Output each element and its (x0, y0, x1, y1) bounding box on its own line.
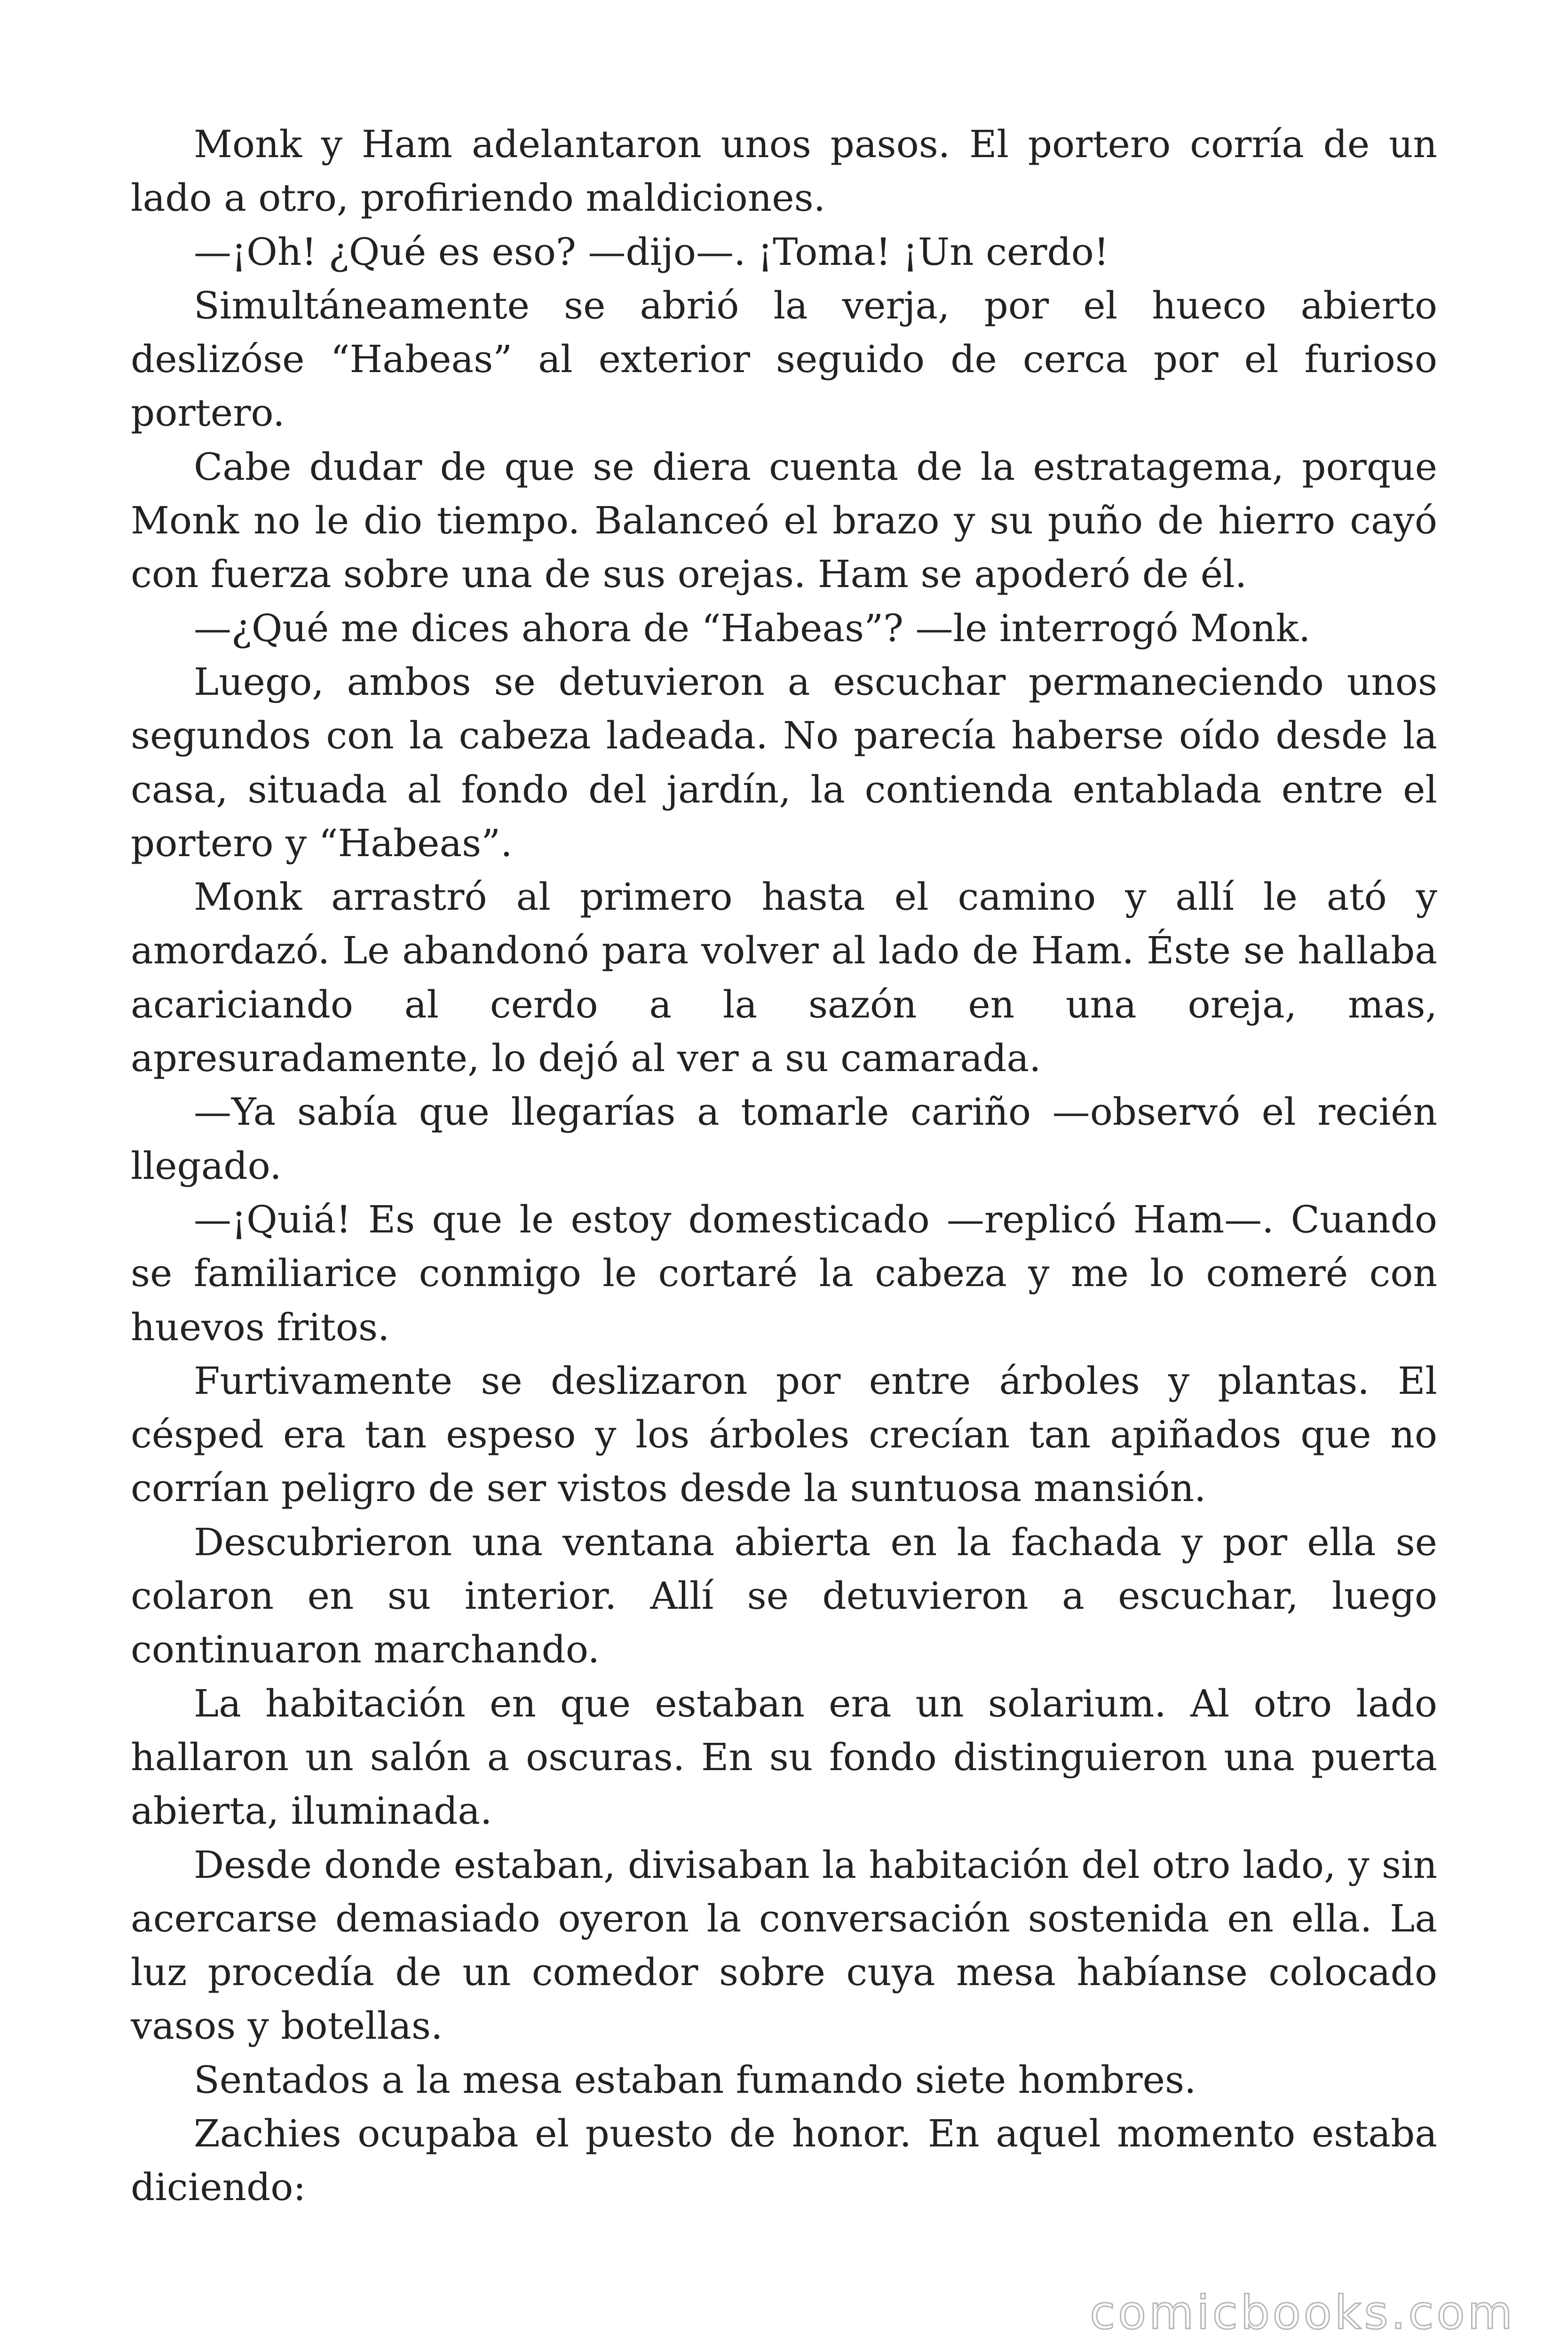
paragraph: La habitación en que estaban era un solarium. Al otro lado hallaron un salón a oscuras. En su fondo distinguieron una puerta abierta, iluminada. (131, 1681, 1437, 1833)
paragraph: —¿Qué me dices ahora de “Habeas”? —le interrogó Monk. (194, 606, 1311, 650)
paragraph: Monk y Ham adelantaron unos pasos. El portero corría de un lado a otro, profiriendo maldiciones. (131, 122, 1437, 220)
paragraph: Sentados a la mesa estaban fumando siete hombres. (194, 2058, 1196, 2102)
paragraph: Simultáneamente se abrió la verja, por el hueco abierto deslizóse “Habeas” al exterior seguido de cerca por el furioso portero. (131, 283, 1437, 435)
paragraph: Zachies ocupaba el puesto de honor. En aquel momento estaba diciendo: (131, 2111, 1437, 2209)
paragraph: —¡Quiá! Es que le estoy domesticado —replicó Ham—. Cuando se familiarice conmigo le cortaré la cabeza y me lo comeré con huevos fritos. (131, 1197, 1437, 1349)
paragraph: Luego, ambos se detuvieron a escuchar permaneciendo unos segundos con la cabeza ladeada. No parecía haberse oído desde la casa, situada al fondo del jardín, la contienda entablada entre el portero y “Habeas”. (131, 660, 1437, 865)
watermark: comicbooks.com (1090, 2286, 1515, 2340)
paragraph: Monk arrastró al primero hasta el camino y allí le ató y amordazó. Le abandonó para volver al lado de Ham. Éste se hallaba acariciando al cerdo a la sazón en una oreja, mas, apresuradamente, lo dejó al ver a su camarada. (131, 875, 1437, 1081)
paragraph: —¡Oh! ¿Qué es eso? —dijo—. ¡Toma! ¡Un cerdo! (194, 230, 1109, 274)
paragraph: Descubrieron una ventana abierta en la fachada y por ella se colaron en su interior. Allí se detuvieron a escuchar, luego continuaron marchando. (131, 1520, 1437, 1672)
paragraph: —Ya sabía que llegarías a tomarle cariño —observó el recién llegado. (131, 1090, 1437, 1188)
paragraph: Desde donde estaban, divisaban la habitación del otro lado, y sin acercarse demasiado oyeron la conversación sostenida en ella. La luz procedía de un comedor sobre cuya mesa habíanse colocado vasos y botellas. (131, 1843, 1437, 2048)
body-text (131, 118, 1437, 2215)
paragraph: Cabe dudar de que se diera cuenta de la estratagema, porque Monk no le dio tiempo. Balanceó el brazo y su puño de hierro cayó con fuerza sobre una de sus orejas. Ham se apoderó de él. (131, 445, 1437, 596)
paragraph: Furtivamente se deslizaron por entre árboles y plantas. El césped era tan espeso y los árboles crecían tan apiñados que no corrían peligro de ser vistos desde la suntuosa mansión. (131, 1359, 1437, 1510)
